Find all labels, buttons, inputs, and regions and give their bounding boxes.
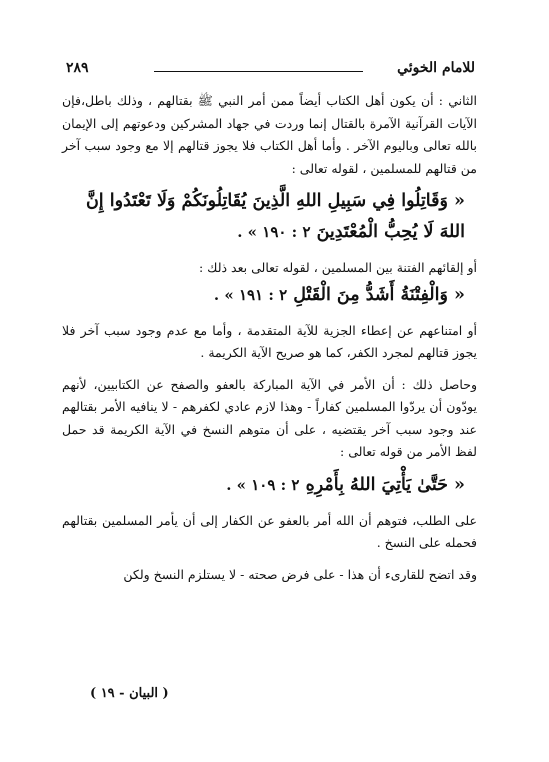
- quran-verse-2: [62, 280, 477, 311]
- paragraph-1: الثاني : أن يكون أهل الكتاب أيضاً ممن أمر النبي ﷺ بقتالهم ، وذلك باطل،فإن الآيات القرآنية الآمرة بالقتال إنما وردت في جهاد المشركين ودعوتهم إلى الإيمان بالله تعالى وباليوم الآخر . وأما أهل الكتاب فلا يجوز قتالهم إلا مع وجود سبب آخر من قتالهم للمسلمين ، لقوله تعالى :: [62, 93, 477, 176]
- quran-verse-2-text: « وَالْفِتْنَةُ أَشَدُّ مِنَ الْقَتْلِ: [293, 284, 465, 305]
- page-number: ٢٨٩: [66, 60, 89, 76]
- paragraph-3: أو امتناعهم عن إعطاء الجزية للآية المتقدمة ، وأما مع عدم وجود سبب آخر فلا يجوز قتالهم لمجرد الكفر، كما هو صريح الآية الكريمة .: [62, 322, 477, 360]
- header-rule: [154, 71, 363, 72]
- running-header-title: للامام الخوئي: [397, 60, 475, 76]
- quran-verse-3: [62, 470, 477, 501]
- quran-verse-1-text: « وَقَاتِلُوا فِي سَبِيلِ اللهِ الَّذِينَ يُقَاتِلُونَكُمْ وَلَا تَعْتَدُوا إِنَّ اللهَ لَا يُحِبُّ الْمُعْتَدِينَ: [85, 191, 465, 242]
- paragraph-6: وقد اتضح للقارىء أن هذا - على فرض صحته - لا يستلزم النسخ ولكن: [123, 566, 477, 582]
- page-body: [62, 90, 477, 586]
- quran-verse-3-text: « حَتَّىٰ يَأْتِيَ اللهُ بِأَمْرِهِ: [305, 474, 465, 495]
- running-header: [66, 60, 475, 82]
- footer-signature: ( البيان - ١٩ ): [90, 686, 169, 701]
- quran-verse-1: [62, 186, 477, 248]
- paragraph-5: على الطلب، فتوهم أن الله أمر بالعفو عن الكفار إلى أن يأمر المسلمين بقتالهم فحمله على النسخ .: [62, 512, 477, 550]
- paragraph-2: أو إلقائهم الفتنة بين المسلمين ، لقوله تعالى بعد ذلك :: [198, 260, 477, 275]
- quran-verse-2-reference: ٢ : ١٩١ » .: [213, 285, 288, 304]
- quran-verse-1-reference: ٢ : ١٩٠ » .: [237, 223, 311, 241]
- paragraph-4: وحاصل ذلك : أن الأمر في الآية المباركة بالعفو والصفح عن الكتابيين، لأنهم يودّون أن يردّوا المسلمين كفاراً - وهذا لازم عادي لكفرهم - لا ينافيه الأمر بقتالهم عند وجود سبب آخر يقتضيه ، على أن متوهم النسخ في الآية الكريمة قد حمل لفظ الأمر من قوله تعالى :: [62, 376, 477, 459]
- quran-verse-3-reference: ٢ : ١٠٩ » .: [226, 475, 300, 494]
